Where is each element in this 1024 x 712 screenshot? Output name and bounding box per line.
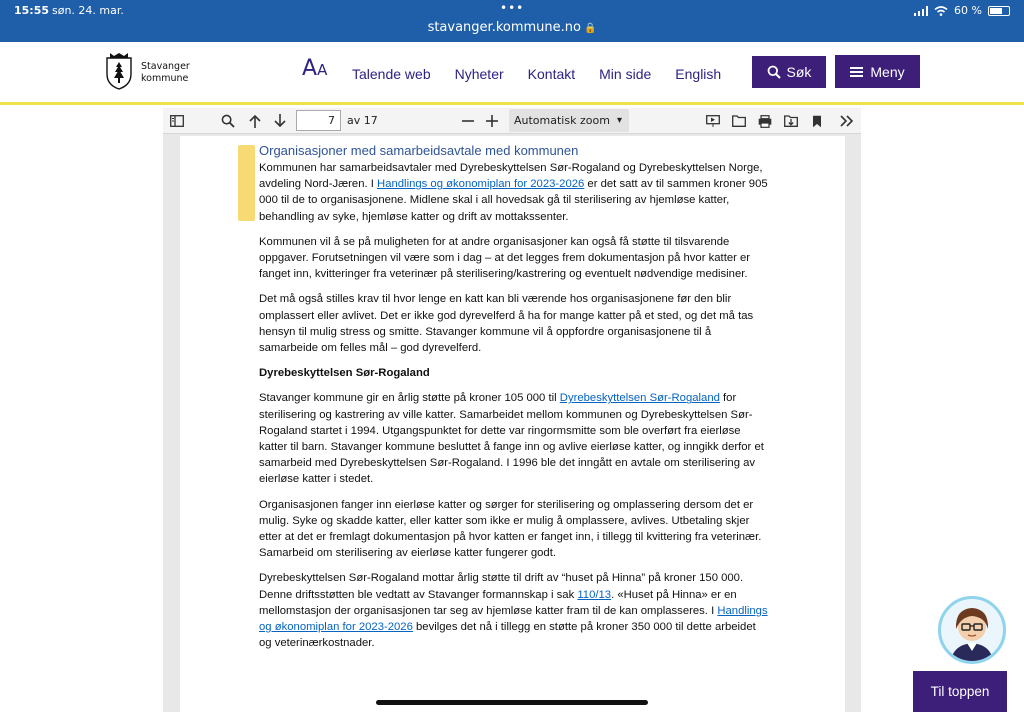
- print-icon[interactable]: [756, 112, 774, 130]
- search-icon: [767, 65, 781, 79]
- page-number-input[interactable]: 7: [296, 110, 341, 131]
- header-accent-line: [0, 102, 1024, 105]
- paragraph-1: Kommunen har samarbeidsavtaler med Dyrebeskyttelsen Sør-Rogaland og Dyrebeskyttelsen Norge, avdeling Nord-Jæren. I Handlings og økonomiplan for 2023-2026 er det satt av til sammen kroner 905 000 til de to organisasjonene. Midlene skal i all hovedsak gå til sterilisering av hjemløse katter, behandling av syke, hjemløse katter og drift av mottakssenter.: [259, 162, 768, 223]
- sidebar-toggle-icon[interactable]: [168, 112, 186, 130]
- battery-percent: 60 %: [954, 4, 982, 17]
- url-field[interactable]: [0, 20, 1024, 35]
- home-indicator[interactable]: [376, 700, 648, 705]
- arrow-down-icon[interactable]: [271, 112, 289, 130]
- menu-button[interactable]: Meny: [835, 55, 920, 88]
- browser-status-bar: [0, 0, 1024, 42]
- link-dyrebeskyttelsen[interactable]: Dyrebeskyttelsen Sør-Rogaland: [559, 392, 720, 405]
- status-time: 15:55: [14, 4, 50, 17]
- pdf-document-text: [259, 142, 769, 660]
- nav-nyheter[interactable]: Nyheter: [454, 66, 504, 82]
- chatbot-avatar-icon: [941, 599, 1003, 661]
- chatbot-avatar-button[interactable]: [938, 596, 1006, 664]
- open-file-icon[interactable]: [730, 112, 748, 130]
- chevron-down-icon: ▾: [616, 115, 622, 126]
- status-right: [914, 4, 1010, 17]
- zoom-select[interactable]: Automatisk zoom ▾: [509, 109, 629, 132]
- link-sak-110-13[interactable]: 110/13: [577, 588, 612, 601]
- presentation-icon[interactable]: [704, 112, 722, 130]
- highlight-marker: [238, 145, 255, 221]
- section-heading: Organisasjoner med samarbeidsavtale med kommunen: [259, 143, 579, 158]
- main-nav: [352, 66, 745, 82]
- paragraph-2: Kommunen vil å se på muligheten for at andre organisasjoner kan også få støtte til tilsvarende oppgaver. Forutsetningen vil være som i dag – at det legges frem dokumentasjon på hvor katter er fanget inn, kvitteringer fra veterinær på sterilisering/kastrering og eventuelt nødvendige medisiner.: [259, 235, 751, 281]
- multitasking-dots-icon[interactable]: •••: [500, 1, 525, 15]
- paragraph-4: Stavanger kommune gir en årlig støtte på kroner 105 000 til Dyrebeskyttelsen Sør-Rogaland for sterilisering og kastrering av ville katter. Samarbeidet mellom kommunen og Dyrebeskyttelsen Sør-Rogaland startet i 1994. Utgangspunktet for dette var ringormsmitte som ble overført fra eierløse katter til barn. Stavanger kommune besluttet å fange inn og avlive eierløse katter, og inngikk derfor et samarbeid med Dyrebeskyttelsen Sør-Rogaland. I 1996 ble det inngått en avtale om sterilisering av eierløse katter i stedet.: [259, 392, 764, 486]
- nav-min-side[interactable]: Min side: [599, 66, 652, 82]
- link-handlings-okonomiplan[interactable]: Handlings og økonomiplan for 2023-2026: [377, 178, 585, 191]
- arrow-up-icon[interactable]: [246, 112, 264, 130]
- more-tools-icon[interactable]: [838, 112, 856, 130]
- pdf-toolbar: [163, 108, 861, 134]
- save-icon[interactable]: [782, 112, 800, 130]
- battery-icon: [988, 6, 1010, 16]
- signal-icon: [914, 6, 928, 16]
- nav-talende-web[interactable]: Talende web: [352, 66, 431, 82]
- page-total-label: av 17: [347, 114, 378, 127]
- paragraph-5: Organisasjonen fanger inn eierløse katter og sørger for sterilisering og omplassering dersom det er mulig. Syke og skadde katter, eller katter som ikke er mulig å omplassere, avlives. Utbetaling skjer etter at det er fremlagt dokumentasjon på hvor katten er fanget inn, i tillegg til kvittering fra veterinær. Samarbeid om sterilisering av eierløse katter fungerer godt.: [259, 498, 762, 560]
- nav-kontakt[interactable]: Kontakt: [527, 66, 576, 82]
- status-date: søn. 24. mar.: [52, 4, 124, 17]
- stavanger-coat-of-arms-logo[interactable]: [104, 52, 134, 90]
- search-icon[interactable]: [219, 112, 237, 130]
- link-handlings-okonomiplan-2[interactable]: Handlings og økonomiplan for 2023-2026: [259, 604, 768, 634]
- paragraph-3: Det må også stilles krav til hvor lenge en katt kan bli værende hos organisasjonene før den blir omplassert eller avlivet. Det er ikke god dyrevelferd å ha for mange katter på et sted, og det må tas hensyn til mulig stress og smitte. Stavanger kommune vil å oppfordre organisasjonene til å samarbeide om felles mål – god dyrevelferd.: [259, 293, 754, 355]
- lock-icon: 🔒: [583, 23, 597, 34]
- nav-english[interactable]: English: [675, 66, 722, 82]
- subheading: Dyrebeskyttelsen Sør-Rogaland: [259, 367, 430, 380]
- wifi-icon: [934, 6, 948, 16]
- minus-icon[interactable]: [459, 112, 477, 130]
- logo-text[interactable]: Stavanger kommune: [141, 61, 190, 84]
- font-size-toggle[interactable]: AA: [302, 56, 328, 81]
- paragraph-6: Dyrebeskyttelsen Sør-Rogaland mottar årlig støtte til drift av “huset på Hinna” på kroner 150 000. Denne driftsstøtten ble vedtatt av Stavanger formannskap i sak 110/13. «Huset på Hinna» er en mellomstasjon der organisasjonen tar seg av hjemløse katter fram til de kan omplasseres. I Handlings og økonomiplan for 2023-2026 bevilges det nå i tillegg en støtte på kroner 350 000 til dette arbeidet og veterinærkostnader.: [259, 572, 768, 650]
- search-button[interactable]: Søk: [752, 56, 826, 88]
- to-top-button[interactable]: Til toppen: [913, 671, 1007, 712]
- url-text: stavanger.kommune.no: [427, 20, 581, 35]
- hamburger-icon: [850, 67, 863, 77]
- plus-icon[interactable]: [483, 112, 501, 130]
- site-header: [0, 42, 1024, 102]
- bookmark-icon[interactable]: [808, 112, 826, 130]
